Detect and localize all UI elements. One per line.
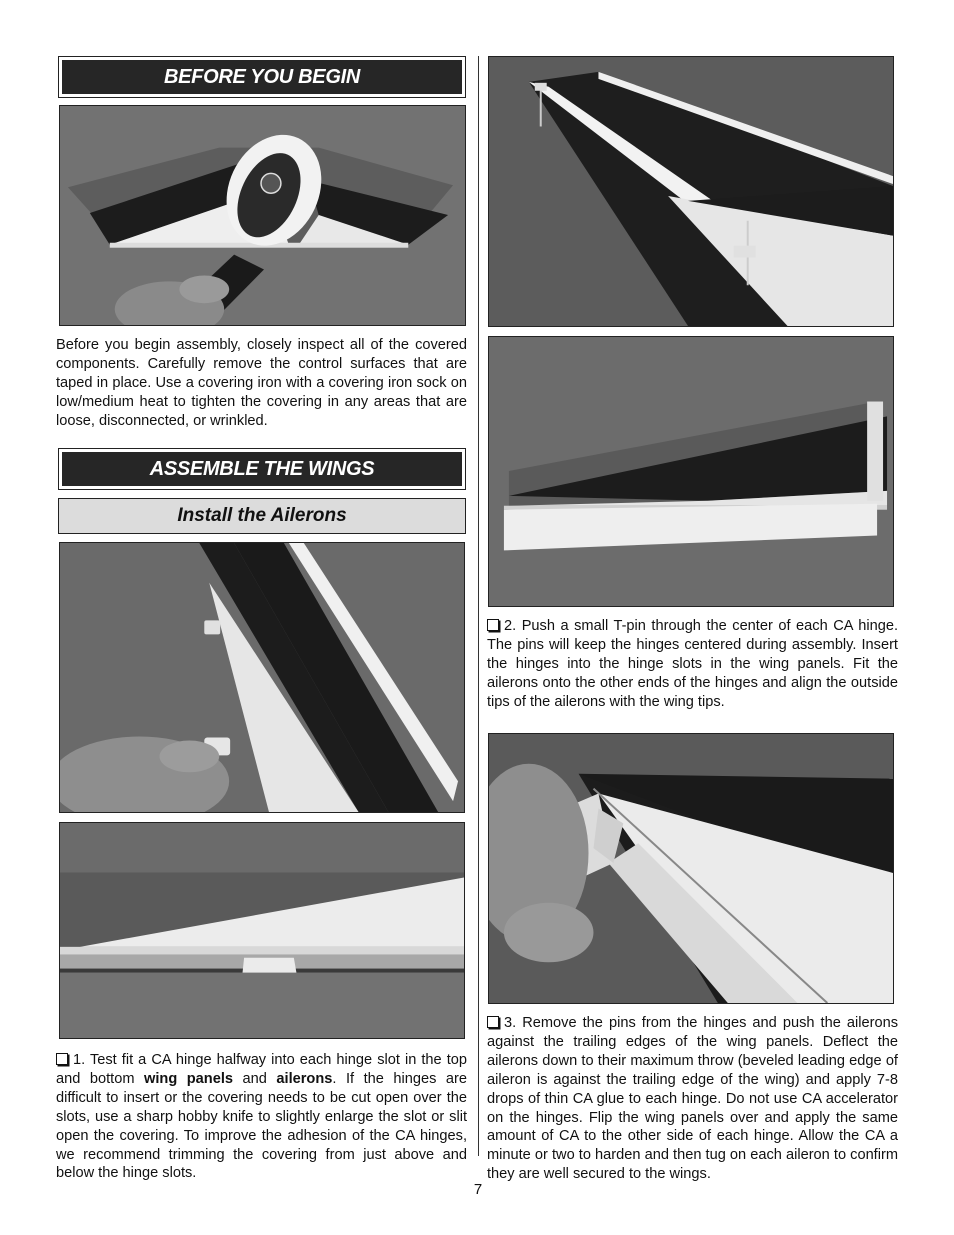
step1-term-ailerons: ailerons	[276, 1070, 333, 1087]
photo-hinge-closeup	[59, 822, 465, 1039]
photo-pinned-hinges	[488, 56, 894, 327]
step1-text-a: 1. Test fit a CA hinge halfway into each hinge slot in the top and bottom	[56, 1052, 467, 1087]
photo-aileron-fitted	[488, 336, 894, 607]
step2-text: 2. Push a small T-pin through the center of each CA hinge. The pins will keep the hinges centered during assembly. Insert the hinges into the hinge slots in the wing panels. Fit the ailerons onto the other ends of the hinges and align the outside tips of the ailerons with the wing tips.	[487, 618, 898, 710]
before-you-begin-banner	[58, 56, 466, 98]
step2-paragraph	[487, 617, 898, 712]
step1-text-e: . If the hinges are difficult to insert or the covering needs to be cut open over the slots, use a sharp hobby knife to slightly enlarge the slot or slit open the covering. To improve the adhesion of the CA hinges, we recommend trimming the covering from just above and below the hinge slots.	[56, 1070, 467, 1182]
checkbox-icon[interactable]	[487, 619, 499, 631]
page-number: 7	[473, 1181, 483, 1198]
photo-hinge-test-fit	[59, 542, 465, 813]
step1-term-wing-panels: wing panels	[144, 1070, 234, 1087]
install-ailerons-banner: Install the Ailerons	[58, 498, 466, 534]
assemble-wings-title: ASSEMBLE THE WINGS	[62, 452, 462, 486]
photo-applying-ca	[488, 733, 894, 1004]
step3-paragraph	[487, 1014, 898, 1184]
column-divider	[478, 56, 479, 1156]
assemble-wings-banner	[58, 448, 466, 490]
before-you-begin-title: BEFORE YOU BEGIN	[62, 60, 462, 94]
before-paragraph: Before you begin assembly, closely inspect all of the covered components. Carefully remove the control surfaces that are taped in place. Use a covering iron with a covering iron sock on low/medium heat to tighten the covering in any areas that are loose, disconnected, or wrinkled.	[56, 337, 467, 429]
checkbox-icon[interactable]	[487, 1016, 499, 1028]
checkbox-icon[interactable]	[56, 1053, 68, 1065]
step3-text: 3. Remove the pins from the hinges and push the ailerons against the trailing edges of the wing panels. Deflect the ailerons down to their maximum throw (beveled leading edge of aileron is against the trailing edge of the wing) and apply 7-8 drops of thin CA glue to each hinge. Do not use CA accelerator on the hinges. Flip the wing panels over and apply the same amount of CA to the other side of each hinge. Allow the CA a minute or two to harden and then tug on each aileron to confirm they are well secured to the wings.	[487, 1015, 898, 1183]
step1-paragraph	[56, 1051, 467, 1183]
step1-text-c: and	[233, 1070, 277, 1087]
photo-covering-iron	[59, 105, 466, 326]
